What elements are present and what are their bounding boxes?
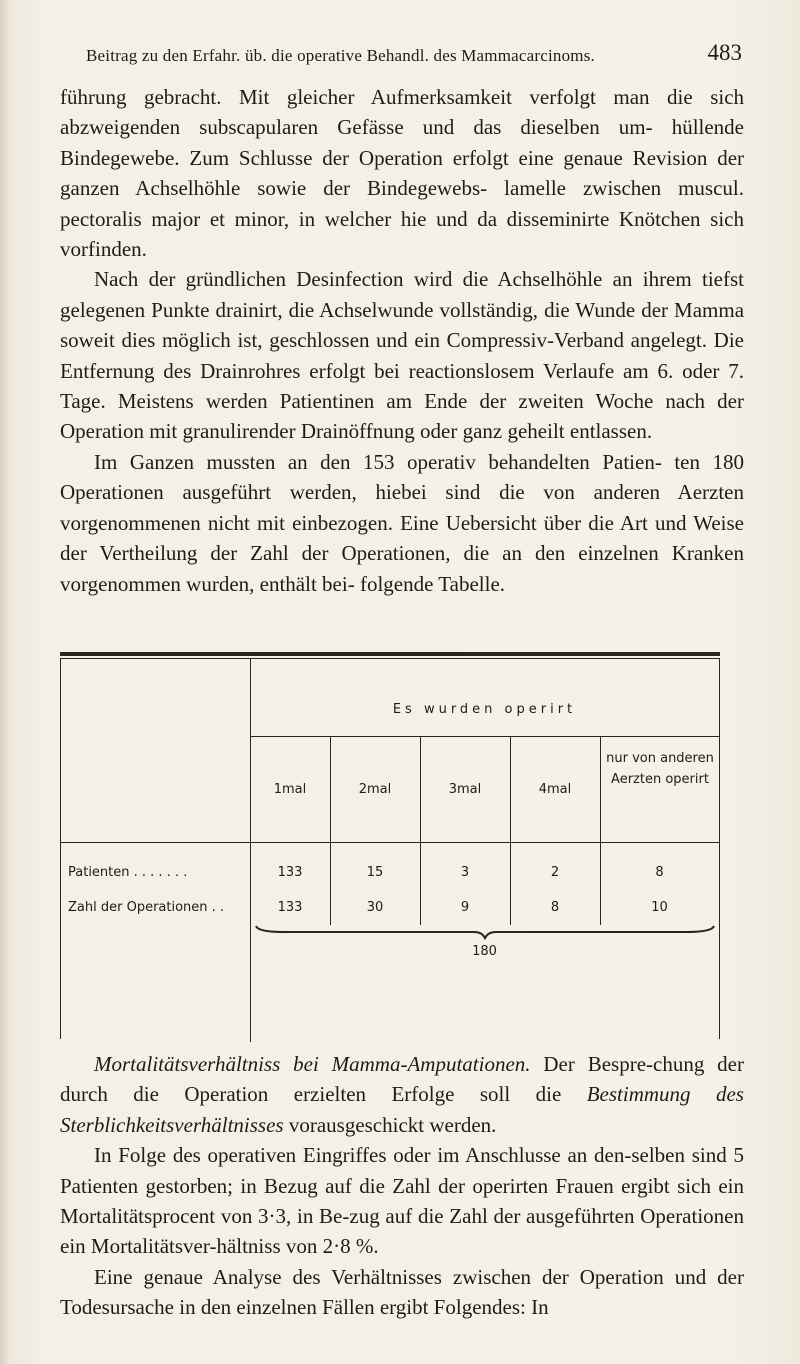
text-line: Im Ganzen mussten an den 153 operativ behandelten Patien- <box>94 449 662 474</box>
total-value: 180 <box>472 944 497 959</box>
text-line: ihrem tiefst gelegenen Punkte drainirt, die Achselwunde vollständig, <box>60 267 744 322</box>
text-line: erfolgt bei reactionslosem Verlaufe am 6. oder 7. Tage. Meistens <box>60 358 744 414</box>
column-header: nur von anderen Aerzten operirt <box>606 751 714 787</box>
section-title: Mortalitätsverhältniss bei Mamma-Amputationen. <box>94 1052 531 1076</box>
page-number: 483 <box>707 40 742 65</box>
header-bottom-rule <box>60 842 720 843</box>
table-cell: 8 <box>550 900 560 915</box>
column-divider <box>600 737 601 925</box>
text-line: ein Compressiv-Verband angelegt. Die Entfernung des Drainrohres <box>60 328 744 383</box>
table-cell: 133 <box>277 865 303 880</box>
running-title: Beitrag zu den Erfahr. üb. die operative Behandl. des Mammacarcinoms. <box>86 46 595 65</box>
text-run: vorausgeschickt werden. <box>283 1112 497 1137</box>
text-line: Aerzten vorgenommenen nicht mit einbezogen. Eine Uebersicht <box>60 480 745 535</box>
paragraph-2 <box>60 264 744 446</box>
column-divider <box>420 737 421 925</box>
paragraph-analysis: Eine genaue Analyse des Verhältnisses zwischen der Operation und der Todesursache in den einzelnen Fällen ergibt Folgendes: In <box>60 1264 744 1320</box>
body-text-bottom <box>60 1049 744 1323</box>
column-header: 4mal <box>538 782 572 797</box>
text-line: führung gebracht. Mit gleicher Aufmerksamkeit verfolgt man die <box>60 85 693 109</box>
column-header: 3mal <box>448 782 482 797</box>
paragraph-1 <box>60 82 744 264</box>
table-cell: 3 <box>460 865 470 880</box>
text-line: sich abzweigenden subscapularen Gefässe und das dieselben um- <box>60 85 745 140</box>
text-line: die Wunde der Mamma soweit dies möglich ist, geschlossen und <box>60 297 745 353</box>
text-run: Der Bespre-chung der durch die Operation erzielten Erfolge soll die <box>60 1052 744 1107</box>
paragraph-mortality <box>60 1049 744 1140</box>
text-line: mit granulirender Drainöffnung oder ganz geheilt entlassen. <box>149 419 653 444</box>
table-cell: 9 <box>460 900 470 915</box>
table-cell: 30 <box>366 900 384 915</box>
column-divider <box>510 737 511 925</box>
page-binding-shadow <box>0 0 10 1364</box>
text-line: lamelle zwischen muscul. pectoralis major et minor, in welcher hie <box>60 176 744 231</box>
operations-table <box>60 652 720 1042</box>
text-line: die an den einzelnen Kranken vorgenommen wurden, enthält bei- <box>60 541 744 596</box>
table-cell: 8 <box>655 865 664 880</box>
table-cell: 133 <box>277 900 303 915</box>
table-left-border <box>60 659 61 1039</box>
table-top-thin-rule <box>60 658 720 659</box>
table-top-rule <box>60 652 720 656</box>
text-line: und da disseminirte Knötchen sich vorfinden. <box>60 206 744 262</box>
column-divider <box>330 737 331 925</box>
text-line: ten 180 Operationen ausgeführt werden, hiebei sind die von anderen <box>60 449 745 505</box>
column-header: 2mal <box>358 782 392 797</box>
paragraph-3 <box>60 447 744 599</box>
span-header-rule <box>250 736 719 737</box>
table-cell: 10 <box>651 900 668 915</box>
row-label: Patienten . . . . . . . <box>68 865 188 880</box>
table-right-border <box>719 659 720 1039</box>
text-line: hüllende Bindegewebe. Zum Schlusse der Operation erfolgt eine <box>60 115 744 170</box>
table-cell: 15 <box>366 865 384 880</box>
emphasis-text: Bestimmung des Sterblichkeitsverhältnisses <box>60 1082 744 1137</box>
column-header: 1mal <box>273 782 307 797</box>
paragraph-deaths: In Folge des operativen Eingriffes oder im Anschlusse an den-selben sind 5 Patienten gestorben; in Bezug auf die Zahl der operirten Frauen ergibt sich ein Mortalitätsprocent von 3·3, in Be-zug auf die Zahl der ausgeführten Operationen ein Mortalitätsver-hältniss von 2·8 %. <box>60 1143 744 1259</box>
body-text-top <box>60 82 744 599</box>
running-head <box>86 40 742 74</box>
table-cell: 2 <box>550 865 560 880</box>
row-label: Zahl der Operationen . . <box>68 900 225 915</box>
text-line: genaue Revision der ganzen Achselhöhle sowie der Bindegewebs- <box>60 145 745 201</box>
total-brace <box>254 924 716 940</box>
text-line: werden Patientinen am Ende der zweiten Woche nach der Operation <box>60 389 744 444</box>
span-header: Es wurden operirt <box>392 702 577 717</box>
text-line: über die Art und Weise der Vertheilung der Zahl der Operationen, <box>60 510 744 566</box>
text-line: Nach der gründlichen Desinfection wird die Achselhöhle an <box>94 267 633 292</box>
text-line: folgende Tabelle. <box>359 571 506 596</box>
